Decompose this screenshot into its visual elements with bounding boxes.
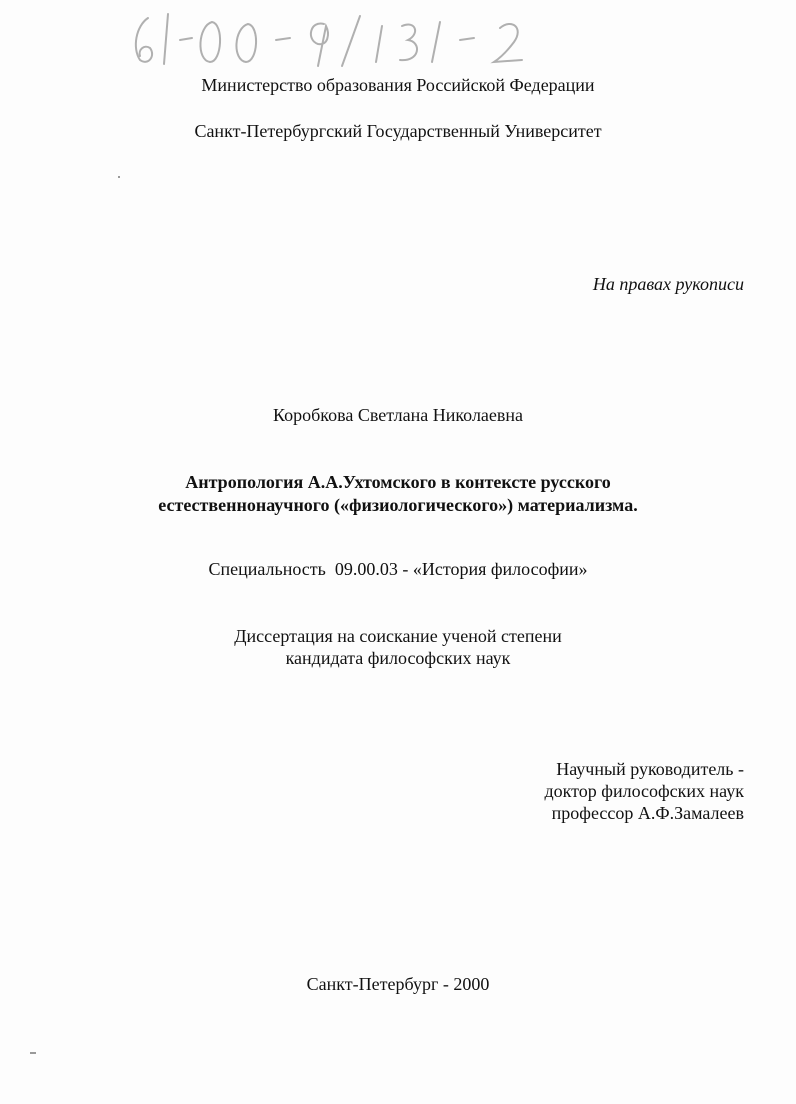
dissertation-title-line-2: естественнонаучного («физиологического») материализма. (158, 495, 638, 515)
supervisor-line-2: доктор философских наук (544, 781, 744, 801)
university-name: Санкт-Петербургский Государственный Университет (194, 121, 602, 141)
supervisor-line-3: профессор А.Ф.Замалеев (551, 803, 744, 823)
place-and-year: Санкт-Петербург - 2000 (306, 974, 490, 994)
scan-speck (118, 176, 120, 178)
degree-line-2: кандидата философских наук (285, 648, 511, 668)
supervisor-block (545, 758, 745, 824)
ministry-name: Министерство образования Российской Федерации (201, 75, 595, 95)
handwritten-catalogue-mark (120, 4, 580, 74)
author-name: Коробкова Светлана Николаевна (272, 405, 524, 425)
scan-speck (30, 1052, 36, 1054)
manuscript-note: На правах рукописи (592, 274, 744, 294)
degree-line-1: Диссертация на соискание ученой степени (234, 626, 562, 646)
dissertation-title-line-1: Антропология А.А.Ухтомского в контексте русского (185, 472, 611, 492)
supervisor-line-1: Научный руководитель - (556, 759, 744, 779)
specialty-line: Специальность 09.00.03 - «История философии» (208, 559, 588, 579)
